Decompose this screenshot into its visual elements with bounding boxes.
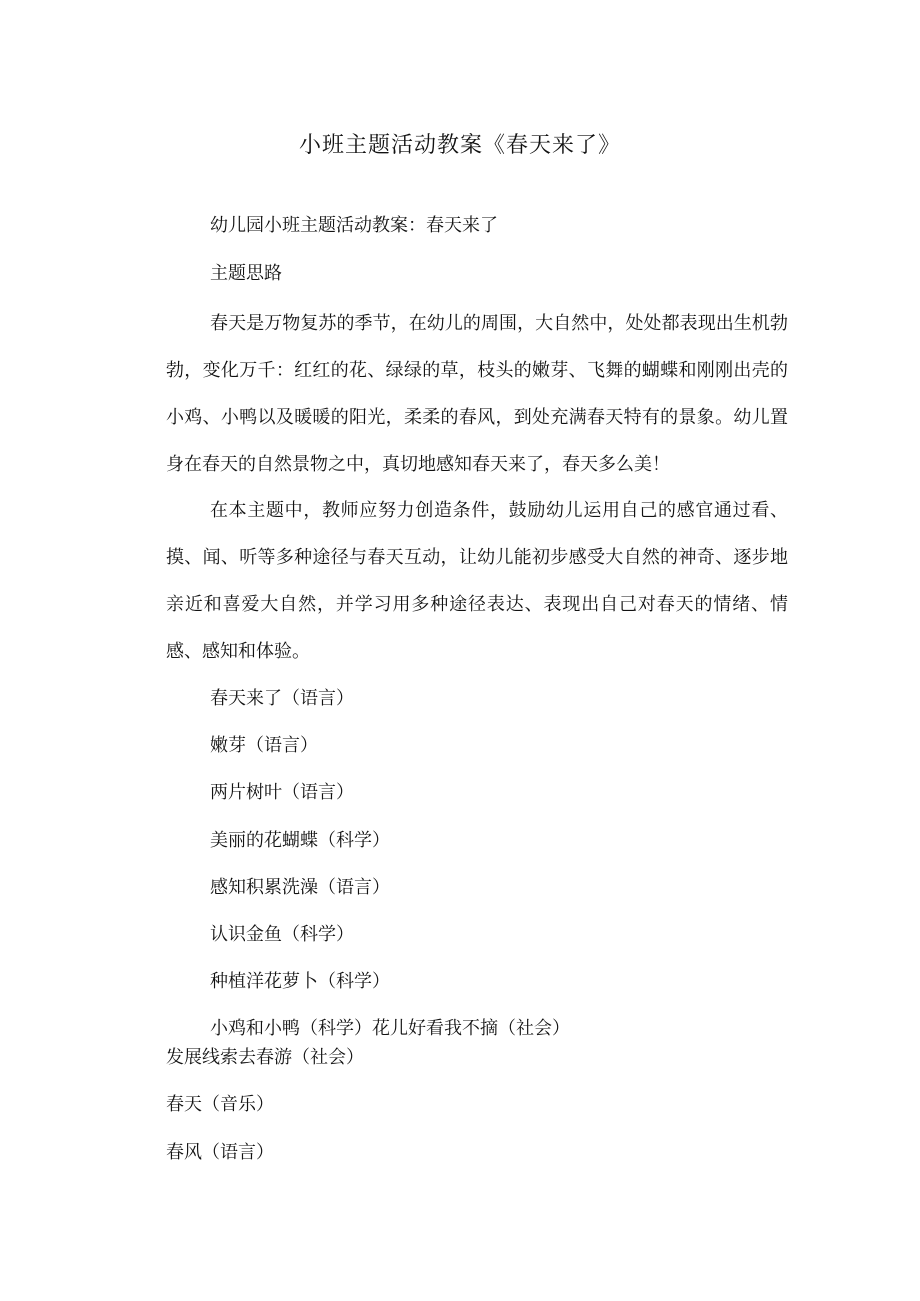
activity-item: 春天来了（语言）: [210, 688, 354, 709]
activity-line-flush: 春风（语言）: [166, 1142, 274, 1163]
activity-item: 种植洋花萝卜（科学）: [210, 971, 390, 992]
activity-item: 嫩芽（语言）: [210, 735, 318, 756]
activity-item: 认识金鱼（科学）: [210, 924, 354, 945]
activity-line-flush: 春天（音乐）: [166, 1094, 274, 1115]
section-heading: 主题思路: [210, 263, 282, 284]
document-subtitle: 幼儿园小班主题活动教案：春天来了: [210, 215, 498, 236]
activity-item: 小鸡和小鸭（科学）花儿好看我不摘（社会）: [210, 1018, 570, 1039]
activity-item: 美丽的花蝴蝶（科学）: [210, 830, 390, 851]
paragraph-intro: 春天是万物复苏的季节，在幼儿的周围，大自然中，处处都表现出生机勃勃，变化万千：红红的花、绿绿的草，枝头的嫩芽、飞舞的蝴蝶和刚刚出壳的小鸡、小鸭以及暖暖的阳光，柔柔的春风，到处充满春天特有的景象。幼儿置身在春天的自然景物之中，真切地感知春天来了，春天多么美！: [166, 313, 788, 475]
paragraph-goals: 在本主题中，教师应努力创造条件，鼓励幼儿运用自己的感官通过看、摸、闻、听等多种途径与春天互动，让幼儿能初步感受大自然的神奇、逐步地亲近和喜爱大自然，并学习用多种途径表达、表现出自己对春天的情绪、情感、感知和体验。: [166, 500, 788, 662]
activity-item: 感知积累洗澡（语言）: [210, 877, 390, 898]
activity-item: 两片树叶（语言）: [210, 782, 354, 803]
activity-line-flush: 发展线索去春游（社会）: [166, 1047, 364, 1068]
document-title: 小班主题活动教案《春天来了》: [298, 133, 621, 158]
